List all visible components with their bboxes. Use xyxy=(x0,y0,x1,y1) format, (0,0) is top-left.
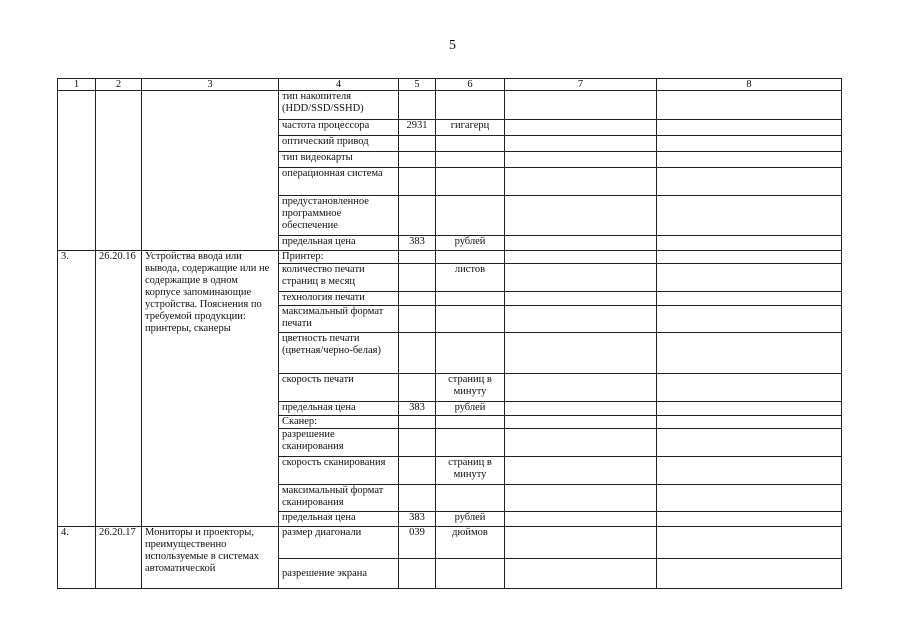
value-cell xyxy=(657,136,842,152)
unit-code xyxy=(399,416,436,429)
value-cell xyxy=(657,168,842,196)
value-cell xyxy=(657,416,842,429)
value-cell xyxy=(505,251,657,264)
unit-code xyxy=(399,457,436,485)
unit-name xyxy=(436,429,505,457)
value-cell xyxy=(657,512,842,527)
unit-name xyxy=(436,559,505,589)
header-cell: 8 xyxy=(657,79,842,91)
value-cell xyxy=(657,527,842,559)
value-cell xyxy=(505,264,657,292)
unit-code xyxy=(399,429,436,457)
value-cell xyxy=(657,374,842,402)
unit-code: 383 xyxy=(399,236,436,251)
unit-code xyxy=(399,251,436,264)
characteristic-name: скорость печати xyxy=(279,374,399,402)
characteristic-name: цветность печати (цветная/черно-белая) xyxy=(279,333,399,374)
value-cell xyxy=(657,120,842,136)
unit-code xyxy=(399,152,436,168)
section-label: Принтер: xyxy=(279,251,399,264)
unit-code xyxy=(399,168,436,196)
header-cell: 7 xyxy=(505,79,657,91)
unit-name: страниц в минуту xyxy=(436,457,505,485)
page-number: 5 xyxy=(449,38,456,53)
value-cell xyxy=(657,251,842,264)
group-description: Устройства ввода или вывода, содержащие или не содержащие в одном корпусе запоминающие устройства. Пояснения по требуемой продукции: принтеры, сканеры xyxy=(142,251,279,527)
characteristic-name: оптический привод xyxy=(279,136,399,152)
table-row xyxy=(58,91,842,120)
unit-code xyxy=(399,292,436,306)
value-cell xyxy=(657,196,842,236)
characteristic-name: максимальный формат сканирования xyxy=(279,485,399,512)
characteristic-name: размер диагонали xyxy=(279,527,399,559)
characteristic-name: скорость сканирования xyxy=(279,457,399,485)
unit-code: 2931 xyxy=(399,120,436,136)
group-description: Мониторы и проекторы, преимущественно используемые в системах автоматической xyxy=(142,527,279,589)
unit-name xyxy=(436,152,505,168)
value-cell xyxy=(657,485,842,512)
unit-name: страниц в минуту xyxy=(436,374,505,402)
value-cell xyxy=(505,168,657,196)
value-cell xyxy=(505,333,657,374)
characteristic-name: тип видеокарты xyxy=(279,152,399,168)
table-row xyxy=(58,251,842,264)
value-cell xyxy=(505,512,657,527)
value-cell xyxy=(505,527,657,559)
group-code: 26.20.17 xyxy=(96,527,142,589)
value-cell xyxy=(505,416,657,429)
unit-code: 383 xyxy=(399,512,436,527)
unit-name: рублей xyxy=(436,236,505,251)
value-cell xyxy=(505,429,657,457)
unit-code xyxy=(399,485,436,512)
value-cell xyxy=(657,402,842,416)
header-cell: 6 xyxy=(436,79,505,91)
characteristic-name: максимальный формат печати xyxy=(279,306,399,333)
value-cell xyxy=(505,457,657,485)
value-cell xyxy=(505,236,657,251)
empty-cell xyxy=(58,91,96,251)
unit-name: листов xyxy=(436,264,505,292)
value-cell xyxy=(505,402,657,416)
table-row xyxy=(58,527,842,559)
header-cell: 4 xyxy=(279,79,399,91)
characteristic-name: предельная цена xyxy=(279,512,399,527)
characteristic-name: операционная система xyxy=(279,168,399,196)
group-number: 4. xyxy=(58,527,96,589)
header-row xyxy=(58,79,842,91)
unit-name xyxy=(436,416,505,429)
value-cell xyxy=(657,429,842,457)
value-cell xyxy=(505,152,657,168)
characteristic-name: разрешение экрана xyxy=(279,559,399,589)
empty-cell xyxy=(142,91,279,251)
value-cell xyxy=(657,236,842,251)
value-cell xyxy=(505,485,657,512)
unit-name xyxy=(436,91,505,120)
unit-code: 039 xyxy=(399,527,436,559)
characteristic-name: частота процессора xyxy=(279,120,399,136)
header-cell: 3 xyxy=(142,79,279,91)
unit-name: гигагерц xyxy=(436,120,505,136)
value-cell xyxy=(657,559,842,589)
header-cell: 2 xyxy=(96,79,142,91)
characteristic-name: тип накопителя (HDD/SSD/SSHD) xyxy=(279,91,399,120)
unit-name xyxy=(436,251,505,264)
header-cell: 1 xyxy=(58,79,96,91)
header-cell: 5 xyxy=(399,79,436,91)
value-cell xyxy=(505,292,657,306)
value-cell xyxy=(657,306,842,333)
group-number: 3. xyxy=(58,251,96,527)
unit-code xyxy=(399,333,436,374)
unit-name xyxy=(436,306,505,333)
characteristic-name: разрешение сканирования xyxy=(279,429,399,457)
unit-code xyxy=(399,264,436,292)
value-cell xyxy=(505,196,657,236)
characteristic-name: технология печати xyxy=(279,292,399,306)
value-cell xyxy=(657,91,842,120)
unit-name: рублей xyxy=(436,512,505,527)
specification-table xyxy=(57,78,842,589)
characteristic-name: предельная цена xyxy=(279,402,399,416)
unit-code xyxy=(399,91,436,120)
unit-code xyxy=(399,136,436,152)
value-cell xyxy=(657,152,842,168)
value-cell xyxy=(505,559,657,589)
unit-code xyxy=(399,559,436,589)
value-cell xyxy=(657,264,842,292)
unit-name xyxy=(436,292,505,306)
unit-name xyxy=(436,333,505,374)
unit-name xyxy=(436,136,505,152)
unit-code xyxy=(399,374,436,402)
value-cell xyxy=(505,374,657,402)
unit-name xyxy=(436,485,505,512)
unit-code xyxy=(399,196,436,236)
unit-name: рублей xyxy=(436,402,505,416)
characteristic-name: предельная цена xyxy=(279,236,399,251)
value-cell xyxy=(505,120,657,136)
value-cell xyxy=(505,91,657,120)
characteristic-name: предустановленное программное обеспечение xyxy=(279,196,399,236)
unit-name xyxy=(436,168,505,196)
section-label: Сканер: xyxy=(279,416,399,429)
value-cell xyxy=(657,333,842,374)
unit-name: дюймов xyxy=(436,527,505,559)
unit-name xyxy=(436,196,505,236)
empty-cell xyxy=(96,91,142,251)
value-cell xyxy=(505,306,657,333)
value-cell xyxy=(505,136,657,152)
unit-code: 383 xyxy=(399,402,436,416)
value-cell xyxy=(657,457,842,485)
characteristic-name: количество печати страниц в месяц xyxy=(279,264,399,292)
unit-code xyxy=(399,306,436,333)
group-code: 26.20.16 xyxy=(96,251,142,527)
value-cell xyxy=(657,292,842,306)
